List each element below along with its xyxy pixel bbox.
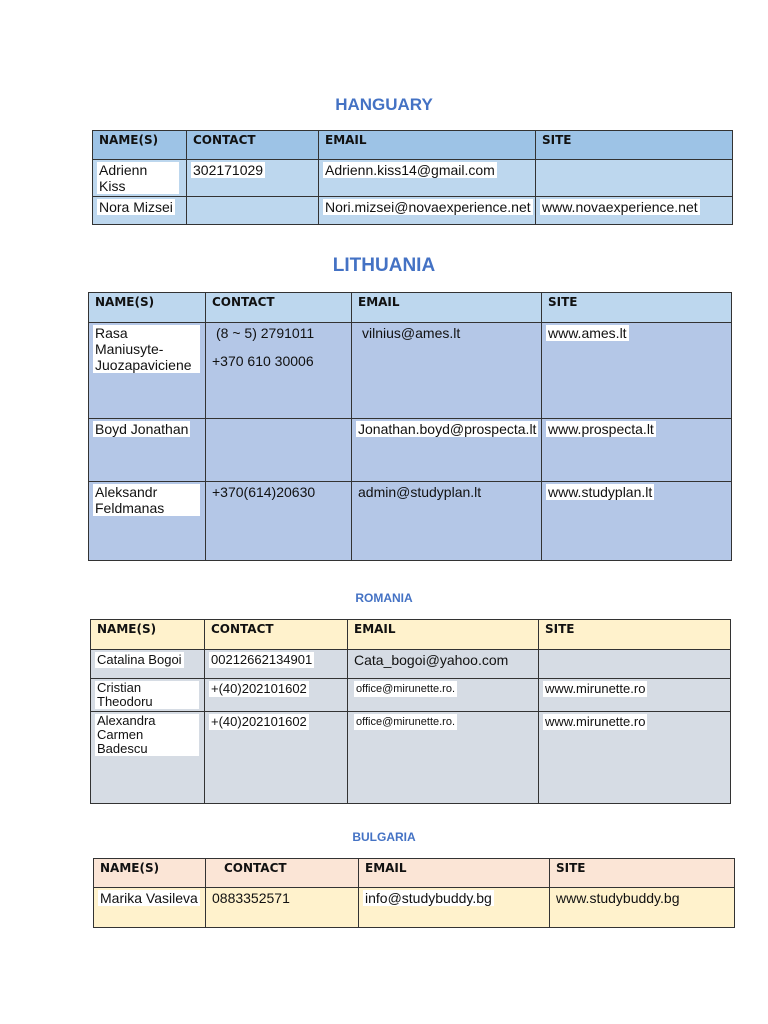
cell-name: Adrienn Kiss	[97, 162, 179, 194]
header-contact: CONTACT	[206, 293, 352, 323]
cell-email: Cata_bogoi@yahoo.com	[354, 652, 509, 668]
table-row	[91, 679, 731, 712]
header-contact: CONTACT	[205, 620, 348, 650]
header-names: NAME(S)	[93, 131, 187, 160]
cell-email: Jonathan.boyd@prospecta.lt	[358, 421, 537, 437]
cell-contact: 0883352571	[212, 890, 290, 906]
romania-table	[90, 619, 731, 804]
bulgaria-table	[93, 858, 735, 928]
table-header-row	[94, 859, 735, 888]
cell-name: Cristian Theodoru	[95, 681, 199, 709]
header-email: EMAIL	[319, 131, 536, 160]
header-names: NAME(S)	[89, 293, 206, 323]
header-names: NAME(S)	[91, 620, 205, 650]
cell-contact: +(40)202101602	[211, 681, 307, 696]
header-email: EMAIL	[348, 620, 539, 650]
cell-contact: 00212662134901	[211, 652, 313, 667]
cell-email: office@mirunette.ro.	[356, 716, 456, 728]
header-contact: CONTACT	[206, 859, 359, 888]
table-row	[93, 160, 733, 197]
section-title-lithuania: LITHUANIA	[332, 255, 436, 276]
section-title-romania: ROMANIA	[355, 591, 413, 605]
cell-email: vilnius@ames.lt	[362, 325, 461, 341]
table-row	[93, 197, 733, 225]
cell-name: Boyd Jonathan	[95, 421, 189, 437]
cell-name: Marika Vasileva	[98, 890, 200, 906]
header-contact: CONTACT	[187, 131, 319, 160]
table-row	[94, 888, 735, 928]
section-title-hanguary: HANGUARY	[335, 95, 433, 114]
cell-name: Catalina Bogoi	[97, 652, 182, 667]
cell-name: Nora Mizsei	[99, 199, 173, 215]
hanguary-table	[92, 130, 733, 225]
table-header-row	[91, 620, 731, 650]
cell-contact: 302171029	[193, 162, 264, 178]
cell-email: office@mirunette.ro.	[356, 683, 456, 695]
cell-site: www.novaexperience.net	[542, 199, 698, 215]
contact-line-2: +370 610 30006	[212, 353, 314, 369]
cell-email: Adrienn.kiss14@gmail.com	[325, 162, 495, 178]
cell-contact: +370(614)20630	[212, 484, 316, 500]
table-row	[91, 650, 731, 679]
header-site: SITE	[536, 131, 733, 160]
table-header-row	[93, 131, 733, 160]
cell-site: www.prospecta.lt	[548, 421, 654, 437]
header-site: SITE	[539, 620, 731, 650]
cell-contact	[210, 325, 351, 369]
cell-name: Alexandra Carmen Badescu	[95, 714, 199, 756]
cell-site: www.mirunette.ro	[545, 714, 646, 729]
table-row	[91, 712, 731, 804]
header-site: SITE	[542, 293, 732, 323]
cell-site: www.mirunette.ro	[545, 681, 646, 696]
cell-site: www.ames.lt	[548, 325, 627, 341]
table-header-row	[89, 293, 732, 323]
cell-email: info@studybuddy.bg	[365, 890, 492, 906]
header-site: SITE	[550, 859, 735, 888]
table-row	[89, 482, 732, 561]
cell-email: admin@studyplan.lt	[358, 484, 482, 500]
section-title-bulgaria: BULGARIA	[352, 830, 416, 844]
header-names: NAME(S)	[94, 859, 206, 888]
header-email: EMAIL	[359, 859, 550, 888]
cell-email: Nori.mizsei@novaexperience.net	[325, 199, 531, 215]
cell-contact: +(40)202101602	[211, 714, 307, 729]
cell-name: Rasa Maniusyte-Juozapaviciene	[93, 325, 200, 373]
cell-site: www.studyplan.lt	[548, 484, 653, 500]
lithuania-table	[88, 292, 732, 561]
table-row	[89, 419, 732, 482]
table-row	[89, 323, 732, 419]
cell-site: www.studybuddy.bg	[556, 890, 680, 906]
header-email: EMAIL	[352, 293, 542, 323]
contact-line-1: (8 ~ 5) 2791011	[216, 325, 315, 341]
cell-name: Aleksandr Feldmanas	[93, 484, 200, 516]
